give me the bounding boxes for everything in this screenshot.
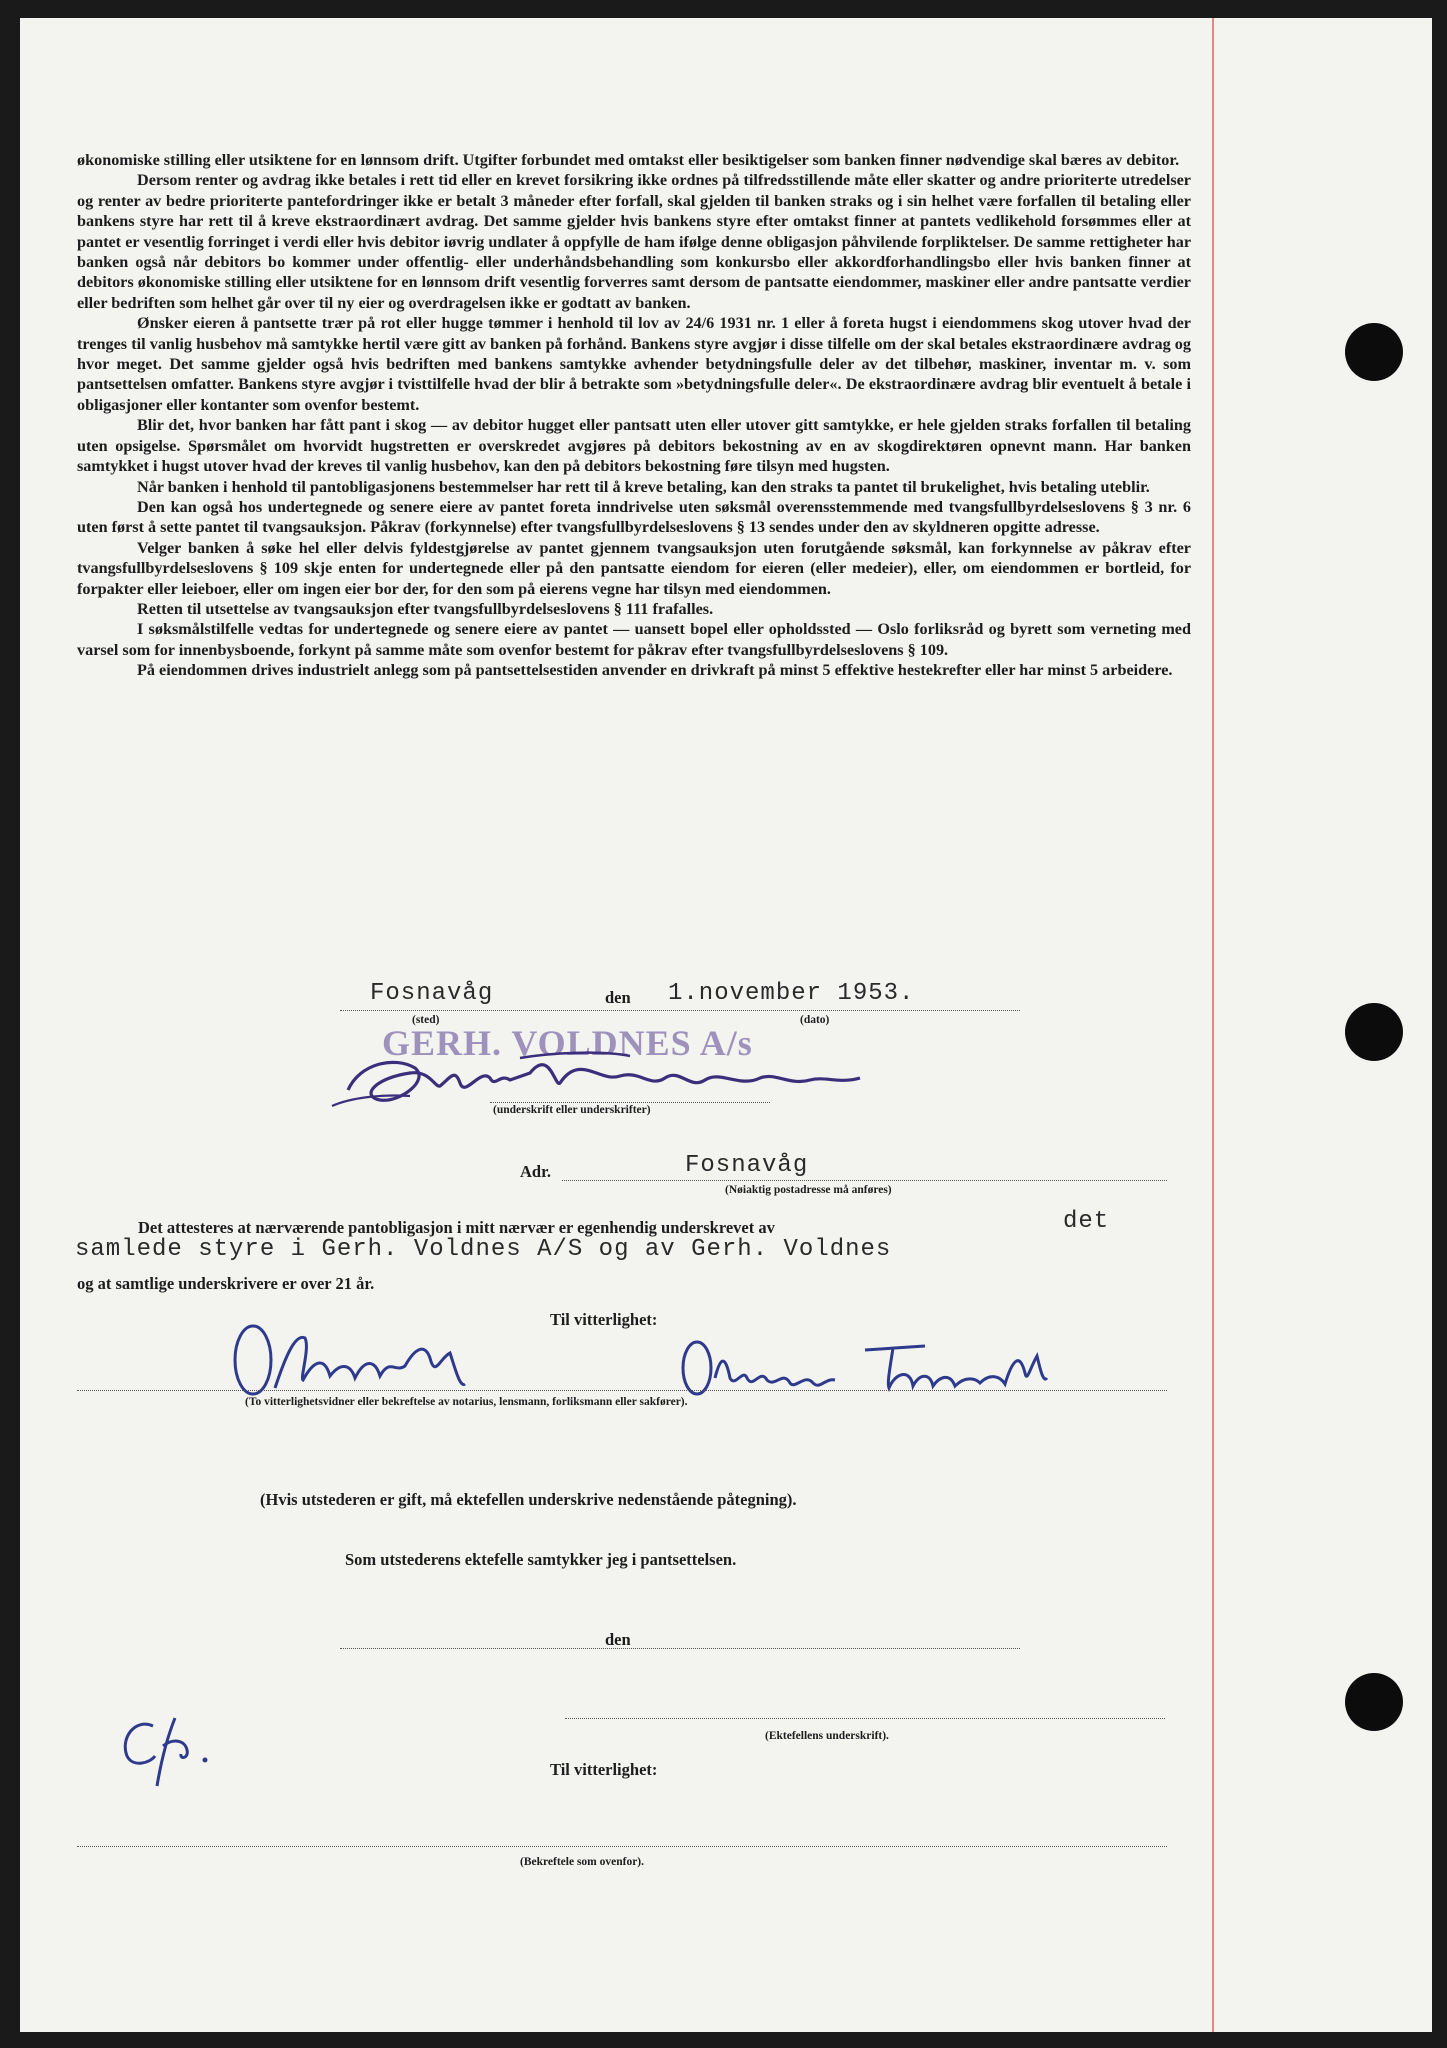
handwritten-initials bbox=[115, 1708, 235, 1798]
witness-signature-2 bbox=[675, 1328, 1105, 1408]
paragraph: Ønsker eieren å pantsette trær på rot eller hugge tømmer i henhold til lov av 24/6 1931 nr. 1 eller å foreta hugst i eiendommens skog utover hvad der trenges til vanlig husbehov må samtykke hertil være gitt av banken på forhånd. Bankens styre avgjør i disse tilfelle om der skal betales ekstraordinære avdrag og hvor meget. Det samme gjelder også hvis bedriften med bankens samtykke avhender betydningsfulle deler av det tilbehør, maskiner, inventar m. v. som pantsettelsen omfatter. Bankens styre avgjør i tvisttilfelle hvad der blir å betrakte som »betydningsfulle deler«. De ekstraordinære avdrag blir eventuelt å betale i obligasjoner eller kontanter som ovenfor bestemt. bbox=[77, 314, 1191, 414]
signature-caption: (underskrift eller underskrifter) bbox=[493, 1104, 651, 1116]
place-typed: Fosnavåg bbox=[370, 980, 494, 1007]
witness-caption: (To vitterlighetsvidner eller bekreftelse av notarius, lensmann, forliksmann eller sakfører). bbox=[245, 1396, 688, 1408]
signature-line bbox=[490, 1102, 770, 1103]
punch-hole bbox=[1345, 1673, 1403, 1731]
address-typed: Fosnavåg bbox=[685, 1152, 809, 1179]
witness-label: Til vitterlighet: bbox=[550, 1310, 658, 1329]
spouse-consent: Som utstederens ektefelle samtykker jeg i pantsettelsen. bbox=[345, 1550, 737, 1569]
witness-signature-1 bbox=[225, 1318, 515, 1408]
paragraph: økonomiske stilling eller utsiktene for en lønnsom drift. Utgifter forbundet med omtakst eller besiktigelser som banken finner nødvendige skal bæres av debitor. bbox=[77, 151, 1180, 169]
spouse-date-line bbox=[340, 1648, 1020, 1649]
dato-label: (dato) bbox=[800, 1014, 830, 1026]
attest-line-2: og at samtlige underskrivere er over 21 år. bbox=[77, 1274, 375, 1293]
attest-typed-det: det bbox=[1063, 1208, 1110, 1235]
paragraph: I søksmålstilfelle vedtas for undertegnede og senere eiere av pantet — uansett bopel eller opholdssted — Oslo forliksråd og byrett som verneting med varsel som for innenbysboende, forkynt på samme måte som ovenfor bestemt for påkrav efter tvangsfullbyrdelseslovens § 109. bbox=[77, 620, 1191, 659]
witness-line bbox=[77, 1390, 1167, 1391]
place-date-line bbox=[340, 1010, 1020, 1011]
terms-text bbox=[77, 150, 1191, 681]
address-caption: (Nøiaktig postadresse må anføres) bbox=[725, 1184, 892, 1196]
punch-hole bbox=[1345, 1003, 1403, 1061]
spouse-signature-line bbox=[565, 1718, 1165, 1719]
paragraph: På eiendommen drives industrielt anlegg som på pantsettelsestiden anvender en drivkraft på minst 5 effektive hestekrefter eller har minst 5 arbeidere. bbox=[137, 661, 1173, 680]
attest-line-1: Det attesteres at nærværende pantobligasjon i mitt nærvær er egenhendig underskrevet av bbox=[138, 1218, 775, 1237]
paragraph: Velger banken å søke hel eller delvis fyldestgjørelse av pantet gjennem tvangsauksjon uten forutgående søksmål, kan forkynnelse av påkrav efter tvangsfullbyrdelseslovens § 109 skje enten for undertegnede eller på den pantsatte eiendom for eieren (eller medeier), eller, om eiendommen er bortleid, for forpakter eller leieboer, eller om ingen eier bor der, for den som på eierens vegne har tilsyn med eiendommen. bbox=[77, 538, 1191, 598]
paragraph: Den kan også hos undertegnede og senere eiere av pantet foreta inndrivelse uten søksmål overensstemmende med tvangsfullbyrdelseslovens § 3 nr. 6 uten først å sette pantet til tvangsauksjon. Påkrav (forkynnelse) efter tvangsfullbyrdelseslovens § 13 sendes under den av skyldneren opgitte adresse. bbox=[77, 497, 1191, 537]
paragraph: Retten til utsettelse av tvangsauksjon efter tvangsfullbyrdelseslovens § 111 frafalles. bbox=[137, 599, 714, 618]
spouse-sig-caption: (Ektefellens underskrift). bbox=[765, 1730, 889, 1742]
company-stamp: GERH. VOLDNES A/s bbox=[382, 1023, 753, 1063]
date-typed: 1.november 1953. bbox=[668, 980, 915, 1007]
spouse-witness-label: Til vitterlighet: bbox=[550, 1760, 658, 1779]
paragraph: Når banken i henhold til pantobligasjonens bestemmelser har rett til å kreve betaling, kan den straks ta pantet til brukelighet, hvis betaling uteblir. bbox=[137, 477, 1150, 496]
sted-label: (sted) bbox=[412, 1014, 440, 1026]
margin-rule bbox=[1212, 18, 1214, 2032]
spouse-den-label: den bbox=[605, 1630, 631, 1649]
address-label: Adr. bbox=[520, 1162, 552, 1181]
address-line bbox=[562, 1180, 1167, 1181]
document-page bbox=[20, 18, 1432, 2032]
confirm-caption: (Bekreftele som ovenfor). bbox=[520, 1856, 645, 1868]
den-label: den bbox=[605, 988, 631, 1007]
punch-hole bbox=[1345, 323, 1403, 381]
spouse-witness-line bbox=[77, 1846, 1167, 1847]
paragraph: Dersom renter og avdrag ikke betales i rett tid eller en krevet forsikring ikke ordnes på tilfredsstillende måte eller skatter og andre prioriterte utredelser og renter av bedre prioriterte pantefordringer ikke er betalt 3 måneder efter forfall, skal gjelden til banken straks og i sin helhet være forfallen til betaling eller bankens styre har rett til å kreve ekstraordinært avdrag. Det samme gjelder hvis bankens styre efter omtakst finner at pantets vedlikehold forsømmes eller at pantet er vesentlig forringet i verdi eller hvis debitor iøvrig undlater å oppfylle de ham ifølge denne obligasjon påhvilende forpliktelser. De samme rettigheter har banken også når debitors bo kommer under offentlig- eller underhåndsbehandling som konkursbo eller akkordforhandlingsbo eller hvis banken finner at debitors økonomiske stilling eller utsiktene for en lønnsom drift vesentlig forverres samt dersom de pantsatte eiendommer, maskiner eller andre pantsatte verdier eller bedriften som helhet går over til ny eier og overdragelsen ikke er godtatt av banken. bbox=[77, 171, 1191, 312]
spouse-note: (Hvis utstederen er gift, må ektefellen underskrive nedenstående påtegning). bbox=[260, 1490, 797, 1509]
paragraph: Blir det, hvor banken har fått pant i skog — av debitor hugget eller pantsatt uten eller utover gitt samtykke, er hele gjelden straks forfallen til betaling uten opsigelse. Spørsmålet om hvorvidt hugstretten er overskredet avgjøres på debitors bekostning av en av skogdirektøren opnevnt mann. Har banken samtykket i hugst utover hvad der kreves til vanlig husbehov, kan den på debitors bekostning føre tilsyn med hugsten. bbox=[77, 416, 1191, 476]
attest-typed-line: samlede styre i Gerh. Voldnes A/S og av Gerh. Voldnes bbox=[75, 1236, 892, 1263]
